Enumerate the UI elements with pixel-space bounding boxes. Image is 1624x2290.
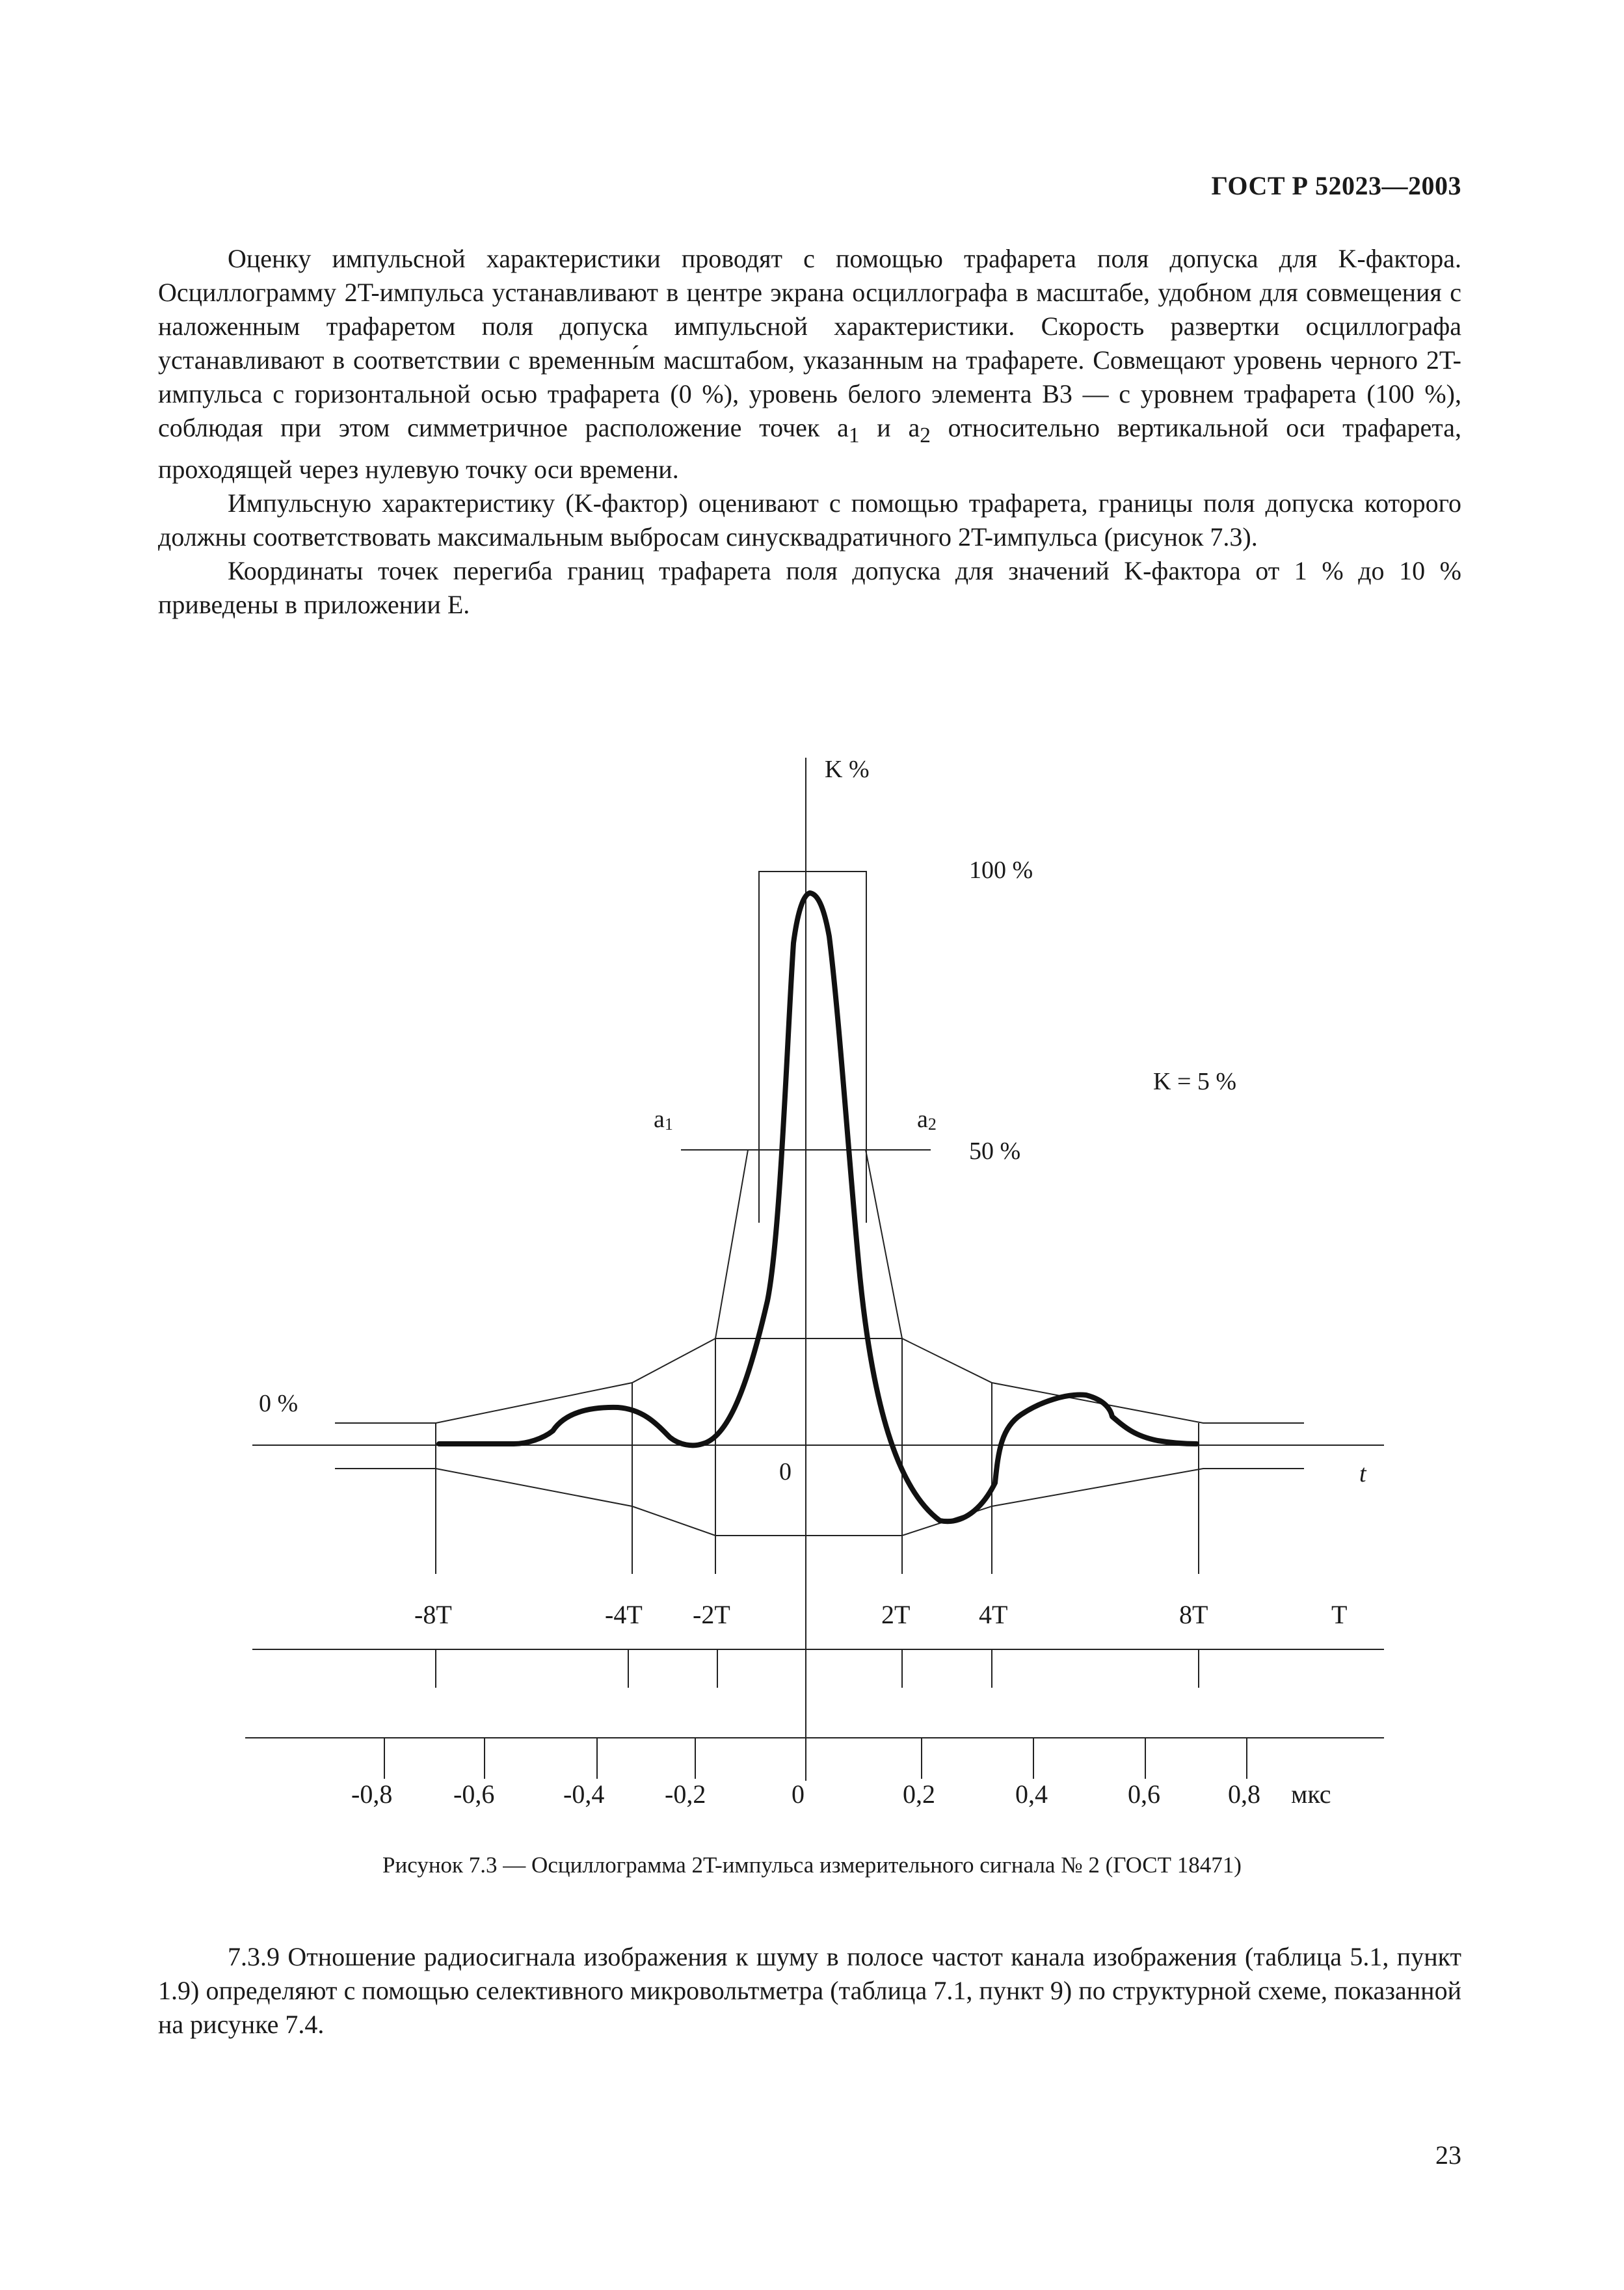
t-tick-label: 4T [979, 1600, 1008, 1629]
pulse-curve [439, 893, 1197, 1521]
t-tick-label: -8T [414, 1600, 452, 1629]
t-scale-unit: T [1331, 1600, 1348, 1629]
us-tick-label: -0,8 [351, 1779, 393, 1809]
t-tick-label: -4T [605, 1600, 643, 1629]
us-tick-label: -0,6 [453, 1779, 495, 1809]
t-axis-label: t [1359, 1460, 1366, 1487]
point-a2-label: a2 [917, 1106, 937, 1134]
page-number: 23 [1435, 2140, 1461, 2170]
tolerance-upper-right-slope [866, 1150, 902, 1338]
paragraph-3: Координаты точек перегиба границ трафарета поля допуска для значений K-фактора от 1 % до 10 % приведены в приложении Е. [158, 556, 1461, 619]
subscript-1: 1 [848, 423, 860, 447]
t-tick-label: -2T [693, 1600, 730, 1629]
y-axis-label: K % [825, 756, 870, 783]
t-tick-label: 8T [1179, 1600, 1208, 1629]
paragraph-1-mid: и a [859, 413, 920, 442]
paragraph-2: Импульсную характеристику (K-фактор) оценивают с помощью трафарета, границы поля допуска которого должны соответствовать максимальным выбросам синусквадратичного 2T-импульса (рисунок 7.3). [158, 488, 1461, 552]
us-tick-label: -0,4 [563, 1779, 605, 1809]
level-0-label: 0 % [259, 1390, 299, 1417]
us-scale-unit: мкс [1291, 1779, 1331, 1809]
k-value-label: K = 5 % [1153, 1068, 1237, 1095]
paragraph-7-3-9: 7.3.9 Отношение радиосигнала изображения к шуму в полосе частот канала изображения (таблица 5.1, пункт 1.9) определяют с помощью селективного микровольтметра (таблица 7.1, пункт 9) по структурной схеме, показанной на рисунке 7.4. [158, 1942, 1461, 2039]
document-header: ГОСТ Р 52023—2003 [1211, 171, 1461, 200]
us-tick-label: 0 [792, 1779, 805, 1809]
us-tick-label: 0,4 [1015, 1779, 1048, 1809]
us-tick-label: 0,8 [1228, 1779, 1260, 1809]
paragraph-1-text: Оценку импульсной характеристики проводят с помощью трафарета поля допуска для K-фактора. Осциллограмму 2T-импульса устанавливают в центре экрана осциллографа в масштабе, удобном для совмещения с наложенным трафаретом поля допуска импульсной характеристики. Скорость развертки осциллографа устанавливают в соответствии с временны́м масштабом, указанным на трафарете. Совмещают уровень черного 2T-импульса с горизонтальной осью трафарета (0 %), уровень белого элемента В3 — с уровнем трафарета (100 %), соблюдая при этом симметричное расположение точек a [158, 244, 1461, 442]
origin-label: 0 [779, 1458, 792, 1485]
tolerance-lower-envelope [335, 1469, 1304, 1536]
bottom-text [158, 1940, 1461, 2042]
subscript-2: 2 [920, 423, 931, 447]
level-100-label: 100 % [969, 857, 1033, 884]
t-tick-label: 2T [881, 1600, 911, 1629]
us-tick-label: -0,2 [665, 1779, 706, 1809]
figure-caption: Рисунок 7.3 — Осциллограмма 2T-импульса измерительного сигнала № 2 (ГОСТ 18471) [382, 1852, 1242, 1878]
us-tick-label: 0,6 [1128, 1779, 1160, 1809]
tolerance-upper-envelope [335, 1338, 1304, 1423]
point-a1-label: a1 [654, 1106, 673, 1134]
level-50-label: 50 % [969, 1138, 1021, 1165]
tolerance-upper-left-slope [715, 1150, 748, 1338]
us-tick-label: 0,2 [903, 1779, 935, 1809]
paragraph-1-end: относительно вертикальной оси трафарета, проходящей через нулевую точку оси времени. [158, 413, 1461, 484]
